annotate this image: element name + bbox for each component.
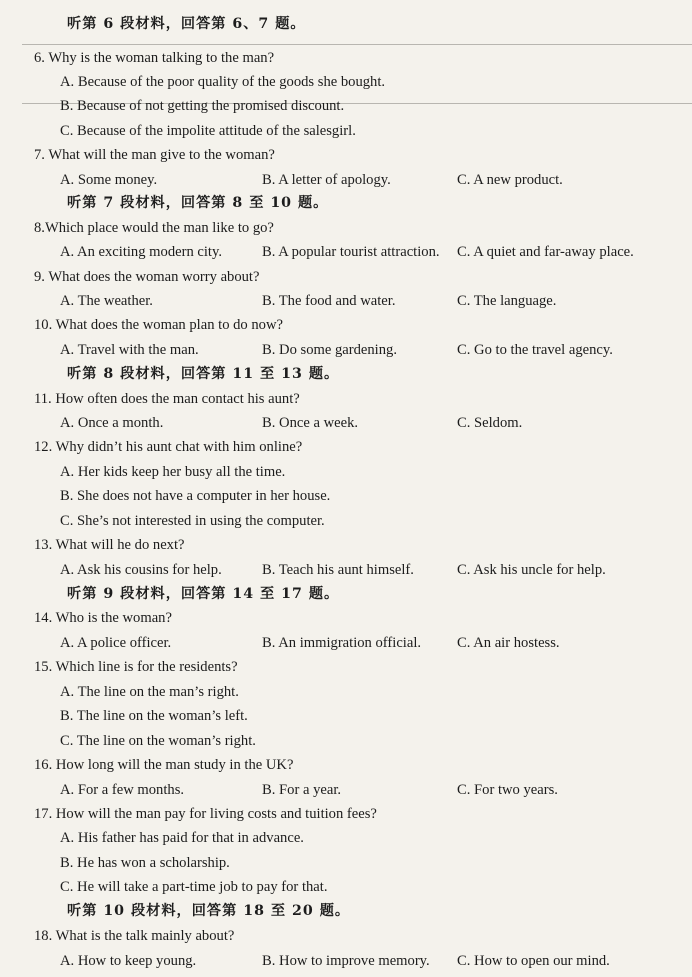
option-a: A. The weather. bbox=[60, 293, 153, 309]
option-a: A. Her kids keep her busy all the time. bbox=[60, 464, 286, 480]
question-9: 9. What does the woman worry about? bbox=[34, 269, 260, 285]
option-a: A. An exciting modern city. bbox=[60, 244, 222, 260]
option-c: C. How to open our mind. bbox=[457, 953, 610, 969]
option-c: C. For two years. bbox=[457, 782, 558, 798]
option-a: A. For a few months. bbox=[60, 782, 185, 798]
question-13: 13. What will he do next? bbox=[34, 537, 185, 553]
question-18: 18. What is the talk mainly about? bbox=[34, 928, 235, 944]
question-12: 12. Why didn’t his aunt chat with him online? bbox=[34, 439, 303, 455]
question-10: 10. What does the woman plan to do now? bbox=[34, 317, 283, 333]
option-b: B. Because of not getting the promised discount. bbox=[60, 98, 345, 114]
option-c: C. A quiet and far-away place. bbox=[457, 244, 634, 260]
section-instruction: 听第 9 段材料，回答第 14 至 17 题。 bbox=[67, 586, 340, 602]
option-b: B. The food and water. bbox=[262, 293, 396, 309]
option-c: C. An air hostess. bbox=[457, 635, 560, 651]
question-15: 15. Which line is for the residents? bbox=[34, 659, 238, 675]
option-a: A. Because of the poor quality of the goods she bought. bbox=[60, 74, 386, 90]
divider-line bbox=[22, 44, 692, 45]
option-b: B. For a year. bbox=[262, 782, 342, 798]
option-a: A. Ask his cousins for help. bbox=[60, 562, 222, 578]
option-a: A. Some money. bbox=[60, 172, 158, 188]
option-a: A. A police officer. bbox=[60, 635, 172, 651]
question-17: 17. How will the man pay for living costs and tuition fees? bbox=[34, 806, 377, 822]
option-b: B. Do some gardening. bbox=[262, 342, 397, 358]
option-c: C. Seldom. bbox=[457, 415, 523, 431]
option-a: A. The line on the man’s right. bbox=[60, 684, 239, 700]
option-b: B. A popular tourist attraction. bbox=[262, 244, 440, 260]
question-8: 8.Which place would the man like to go? bbox=[34, 220, 274, 236]
option-b: B. An immigration official. bbox=[262, 635, 422, 651]
option-b: B. The line on the woman’s left. bbox=[60, 708, 248, 724]
option-b: B. She does not have a computer in her house. bbox=[60, 488, 331, 504]
option-a: A. Once a month. bbox=[60, 415, 164, 431]
option-b: B. A letter of apology. bbox=[262, 172, 391, 188]
option-a: A. Travel with the man. bbox=[60, 342, 199, 358]
section-instruction: 听第 6 段材料，回答第 6、7 题。 bbox=[67, 16, 306, 32]
option-b: B. How to improve memory. bbox=[262, 953, 430, 969]
question-7: 7. What will the man give to the woman? bbox=[34, 147, 275, 163]
section-instruction: 听第 7 段材料，回答第 8 至 10 题。 bbox=[67, 195, 329, 211]
option-c: C. Go to the travel agency. bbox=[457, 342, 613, 358]
option-c: C. A new product. bbox=[457, 172, 563, 188]
option-c: C. He will take a part-time job to pay for that. bbox=[60, 879, 328, 895]
option-a: A. How to keep young. bbox=[60, 953, 197, 969]
question-14: 14. Who is the woman? bbox=[34, 610, 172, 626]
option-c: C. The language. bbox=[457, 293, 557, 309]
section-instruction: 听第 8 段材料，回答第 11 至 13 题。 bbox=[67, 366, 340, 382]
option-c: C. Ask his uncle for help. bbox=[457, 562, 606, 578]
option-c: C. She’s not interested in using the computer. bbox=[60, 513, 325, 529]
section-instruction: 听第 10 段材料，回答第 18 至 20 题。 bbox=[67, 903, 351, 919]
option-c: C. Because of the impolite attitude of the salesgirl. bbox=[60, 123, 356, 139]
question-11: 11. How often does the man contact his aunt? bbox=[34, 391, 300, 407]
option-c: C. The line on the woman’s right. bbox=[60, 733, 256, 749]
option-a: A. His father has paid for that in advance. bbox=[60, 830, 304, 846]
option-b: B. Teach his aunt himself. bbox=[262, 562, 414, 578]
question-6: 6. Why is the woman talking to the man? bbox=[34, 50, 275, 66]
option-b: B. Once a week. bbox=[262, 415, 359, 431]
question-16: 16. How long will the man study in the UK? bbox=[34, 757, 294, 773]
option-b: B. He has won a scholarship. bbox=[60, 855, 230, 871]
